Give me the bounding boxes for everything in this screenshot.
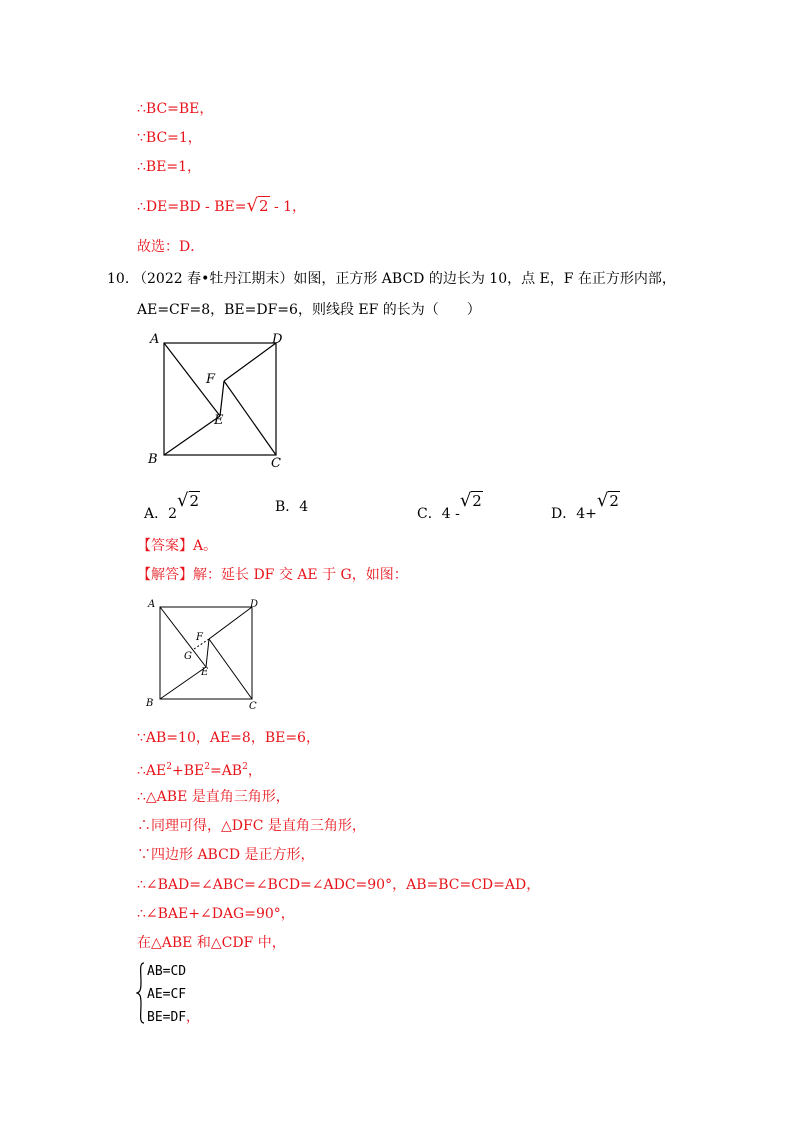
segment-ef-2 [206,639,209,667]
square-abcd [164,343,276,455]
solution-line: ∴BC=BE， [137,101,214,117]
step-text: =AB [209,763,243,779]
square-abcd-2 [160,607,252,699]
sqrt-expression: √2 [177,490,200,511]
system-equation: AB=CD [147,964,187,979]
label-f-2: F [196,632,203,643]
step-text: +BE [171,763,205,779]
radicand: 2 [258,197,269,215]
step-line: ∴同理可得，△DFC 是直角三角形， [137,818,366,834]
step-text: ∴AE [137,763,167,779]
system-equation: AE=CF [147,987,187,1002]
solution-text: - 1， [269,199,307,215]
segment-df-2 [209,607,252,639]
step-line: ∵AB=10，AE=8，BE=6， [137,730,320,746]
question-number: 10. [107,271,130,287]
radicand: 2 [609,492,619,510]
label-c: C [271,456,281,470]
segment-cf-2 [209,639,252,699]
step-line: ∵四边形 ABCD 是正方形， [137,847,315,863]
segment-df [224,343,276,381]
option-b: B．4 [275,499,309,515]
label-d: D [272,332,283,347]
analysis-line: 【解答】解：延长 DF 交 AE 于 G，如图： [137,567,408,583]
option-d [551,490,620,523]
choice-line: 故选：D． [137,239,205,255]
solution-line [137,197,306,216]
sqrt-expression: √2 [596,490,619,511]
label-g-2: G [184,651,192,662]
label-b: B [148,452,158,467]
square-figure-2 [140,595,270,715]
label-f: F [206,372,216,387]
exponent: 2 [166,762,172,772]
segment-cf [224,381,276,455]
system-end-comma: ， [186,1010,200,1025]
step-line: ∴∠BAE+∠DAG=90°， [137,906,295,922]
option-c [417,490,483,523]
label-e-2: E [201,667,209,678]
option-d-text: D．4+ [551,506,597,522]
solution-line: ∴BE=1， [137,159,202,175]
radicand: 2 [189,492,200,510]
sqrt-expression: √2 [459,490,482,511]
system-equation [147,1009,199,1027]
step-line [137,758,262,780]
option-c-text: C．4 - [417,506,460,522]
label-a: A [150,332,160,347]
exponent: 2 [204,762,210,772]
system-brace [136,962,146,1024]
answer-line: 【答案】A。 [137,538,218,554]
system-equation-text: BE=DF [147,1010,187,1025]
square-figure [138,326,298,470]
sqrt-expression: √2 [246,195,269,216]
step-line: 在△ABE 和△CDF 中， [137,935,286,951]
step-text: ， [247,763,262,779]
segment-be-2 [160,667,206,699]
option-a-text: A．2 [144,506,178,522]
exponent: 2 [242,762,248,772]
solution-line: ∵BC=1， [137,130,202,146]
label-c-2: C [249,701,257,712]
step-line: ∴∠BAD=∠ABC=∠BCD=∠ADC=90°，AB=BC=CD=AD， [137,877,541,893]
label-a-2: A [148,599,156,610]
step-line: ∴△ABE 是直角三角形， [137,789,290,805]
question-text: AE=CF=8，BE=DF=6，则线段 EF 的长为（ ） [137,302,481,318]
label-e: E [214,413,224,428]
option-a [144,490,200,523]
solution-text: ∴DE=BD - BE= [137,199,247,215]
label-b-2: B [146,698,154,709]
segment-ef [220,381,224,416]
label-d-2: D [250,599,259,610]
radicand: 2 [472,492,482,510]
segment-be [164,416,220,455]
question-text: （2022 春•牡丹江期末）如图，正方形 ABCD 的边长为 10，点 E，F 在正方形内部， [133,271,676,287]
